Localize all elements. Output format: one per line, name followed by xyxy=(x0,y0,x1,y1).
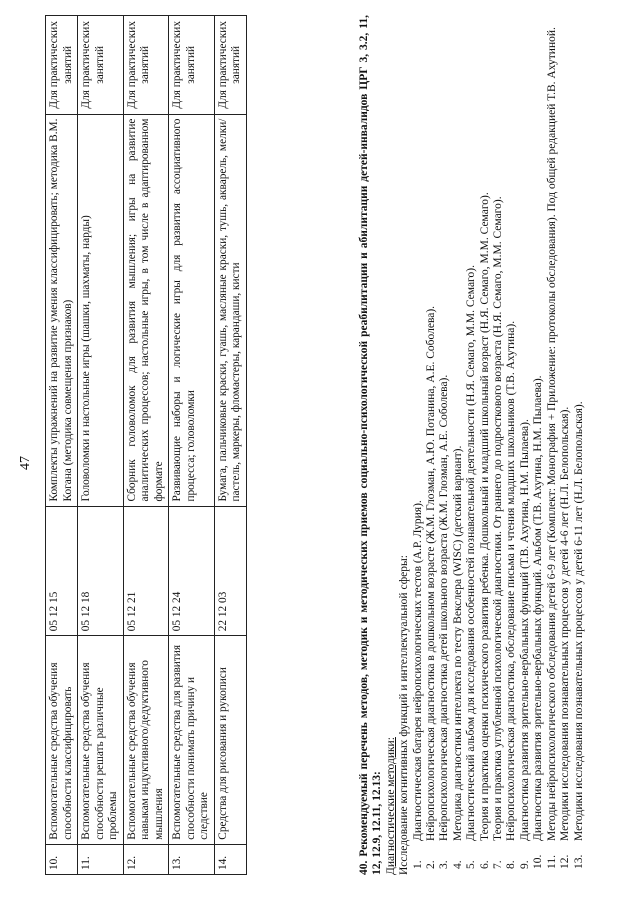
list-item xyxy=(412,15,425,875)
assistive-means-table xyxy=(45,15,247,875)
list-item-text: Диагностическая батарея нейропсихологических тестов (А.Р. Лурия). xyxy=(411,500,424,841)
row-number: 13. xyxy=(169,844,215,874)
table-row xyxy=(78,16,124,875)
row-number: 12. xyxy=(123,844,169,874)
table-row xyxy=(46,16,78,875)
row-purpose: Для практических занятий xyxy=(169,16,215,115)
row-description: Бумага, пальчиковые краски, гуашь, масляные краски, тушь, акварель, мелки/пастель, маркеры, фломастеры, карандаши, кисти xyxy=(214,114,246,506)
row-name: Вспомогательные средства обучения способности решать различные проблемы xyxy=(78,636,124,844)
list-item xyxy=(492,15,505,875)
list-item xyxy=(573,15,586,875)
list-item-text: Методы нейропсихологического обследования детей 6-9 лет (Комплект: Монография + Приложение: протоколы обследования). Под общей редакцией Т.В. Ахутиной. xyxy=(545,27,558,841)
row-code: 05 12 18 xyxy=(78,506,124,636)
list-item-number: 2. xyxy=(425,860,438,869)
section-intro: Исследование когнитивных функций и интеллектуальной сферы: xyxy=(398,555,411,875)
list-item-text: Нейропсихологическая диагностика, обследование письма и чтения младших школьников (Т.В. Ахутина). xyxy=(505,320,518,841)
row-description: Развивающие наборы и логические игры для развития ассоциативного процесса; головоломки xyxy=(169,114,215,506)
row-code: 05 12 21 xyxy=(123,506,169,636)
row-name: Вспомогательные средства обучения навыкам индуктивного/дедуктивного мышления xyxy=(123,636,169,844)
row-code: 22 12 03 xyxy=(214,506,246,636)
list-item-number: 13. xyxy=(572,854,585,869)
table-row xyxy=(214,16,246,875)
list-item-text: Методики исследования познавательных процессов у детей 6-11 лет (Н.Л. Белопольская). xyxy=(572,401,585,841)
table-row xyxy=(169,16,215,875)
list-item-text: Диагностический альбом для исследования особенностей познавательной деятельности (Н.Я. Семаго, М.М. Семаго). xyxy=(465,265,478,841)
list-item-text: Теория и практика углубленной психологической диагностики. От раннего до подросткового возраста (Н.Я. Семаго, М.М. Семаго). xyxy=(492,196,505,841)
list-item-text: Методики исследования познавательных процессов у детей 4-6 лет (Н.Л. Белопольская). xyxy=(559,406,572,841)
list-item-number: 11. xyxy=(545,855,558,869)
row-description: Комплекты упражнений на развитие умения классифицировать; методика В.М. Когана (методика совмещения признаков) xyxy=(46,114,78,506)
list-item-number: 9. xyxy=(518,860,531,869)
section-subheading: Диагностические методики: xyxy=(384,737,397,875)
list-item xyxy=(505,15,518,875)
row-name: Вспомогательные средства обучения способности классифицировать xyxy=(46,636,78,844)
list-item xyxy=(559,15,572,875)
list-item-number: 8. xyxy=(505,860,518,869)
list-item-number: 10. xyxy=(532,854,545,869)
row-description: Головоломки и настольные игры (шашки, шахматы, нарды) xyxy=(78,114,124,506)
row-number: 14. xyxy=(214,844,246,874)
list-item xyxy=(532,15,545,875)
list-item-text: Теория и практика оценки психического развития ребенка. Дошкольный и младший школьный возраст (Н.Я. Семаго, М.М. Семаго). xyxy=(478,192,491,841)
row-purpose: Для практических занятий xyxy=(123,16,169,115)
row-number: 10. xyxy=(46,844,78,874)
list-item-number: 5. xyxy=(465,860,478,869)
list-item-text: Нейропсихологическая диагностика детей школьного возраста (Ж.М. Глозман, А.Е. Соболева). xyxy=(438,374,451,841)
list-item xyxy=(452,15,465,875)
list-item-text: Диагностика развития зрительно-вербальных функций. Альбом (Т.В. Ахутина, Н.М. Пылаева). xyxy=(532,375,545,841)
list-item-text: Нейропсихологическая диагностика в дошкольном возрасте (Ж.М. Глозман, А.Ю. Потанина, А.Е. Соболева). xyxy=(425,305,438,841)
methods-list xyxy=(412,15,586,875)
row-code: 05 12 15 xyxy=(46,506,78,636)
row-purpose: Для практических занятий xyxy=(214,16,246,115)
list-item xyxy=(479,15,492,875)
row-code: 05 12 24 xyxy=(169,506,215,636)
list-item-text: Методика диагностики интеллекта по тесту Векслера (WISC) (детский вариант). xyxy=(451,445,464,841)
page-number: 47 xyxy=(18,456,33,470)
row-name: Вспомогательные средства для развития способности понимать причину и следствие xyxy=(169,636,215,844)
row-purpose: Для практических занятий xyxy=(78,16,124,115)
table-row xyxy=(123,16,169,875)
list-item-number: 1. xyxy=(411,860,424,869)
list-item xyxy=(519,15,532,875)
row-name: Средства для рисования и рукописи xyxy=(214,636,246,844)
row-purpose: Для практических занятий xyxy=(46,16,78,115)
list-item xyxy=(546,15,559,875)
list-item-number: 12. xyxy=(559,854,572,869)
list-item-number: 6. xyxy=(478,860,491,869)
list-item xyxy=(425,15,438,875)
list-item-number: 4. xyxy=(451,860,464,869)
row-description: Сборник головоломок для развития мышления; игры на развитие аналитических процессов; настольные игры, в том числе в адаптированном формате xyxy=(123,114,169,506)
row-number: 11. xyxy=(78,844,124,874)
methods-section xyxy=(358,15,586,875)
list-item-number: 3. xyxy=(438,860,451,869)
list-item xyxy=(438,15,451,875)
section-heading: 40. Рекомендуемый перечень методов, методик и методических приемов социально-психологической реабилитации и абилитации детей-инвалидов ЦРГ 3, 3.2, 11, 12, 12.9, 12.11, 12.13: xyxy=(358,15,384,875)
list-item-number: 7. xyxy=(492,860,505,869)
list-item-text: Диагностика развития зрительно-вербальных функций (Т.В. Ахутина, Н.М. Пылаева). xyxy=(518,419,531,841)
list-item xyxy=(465,15,478,875)
